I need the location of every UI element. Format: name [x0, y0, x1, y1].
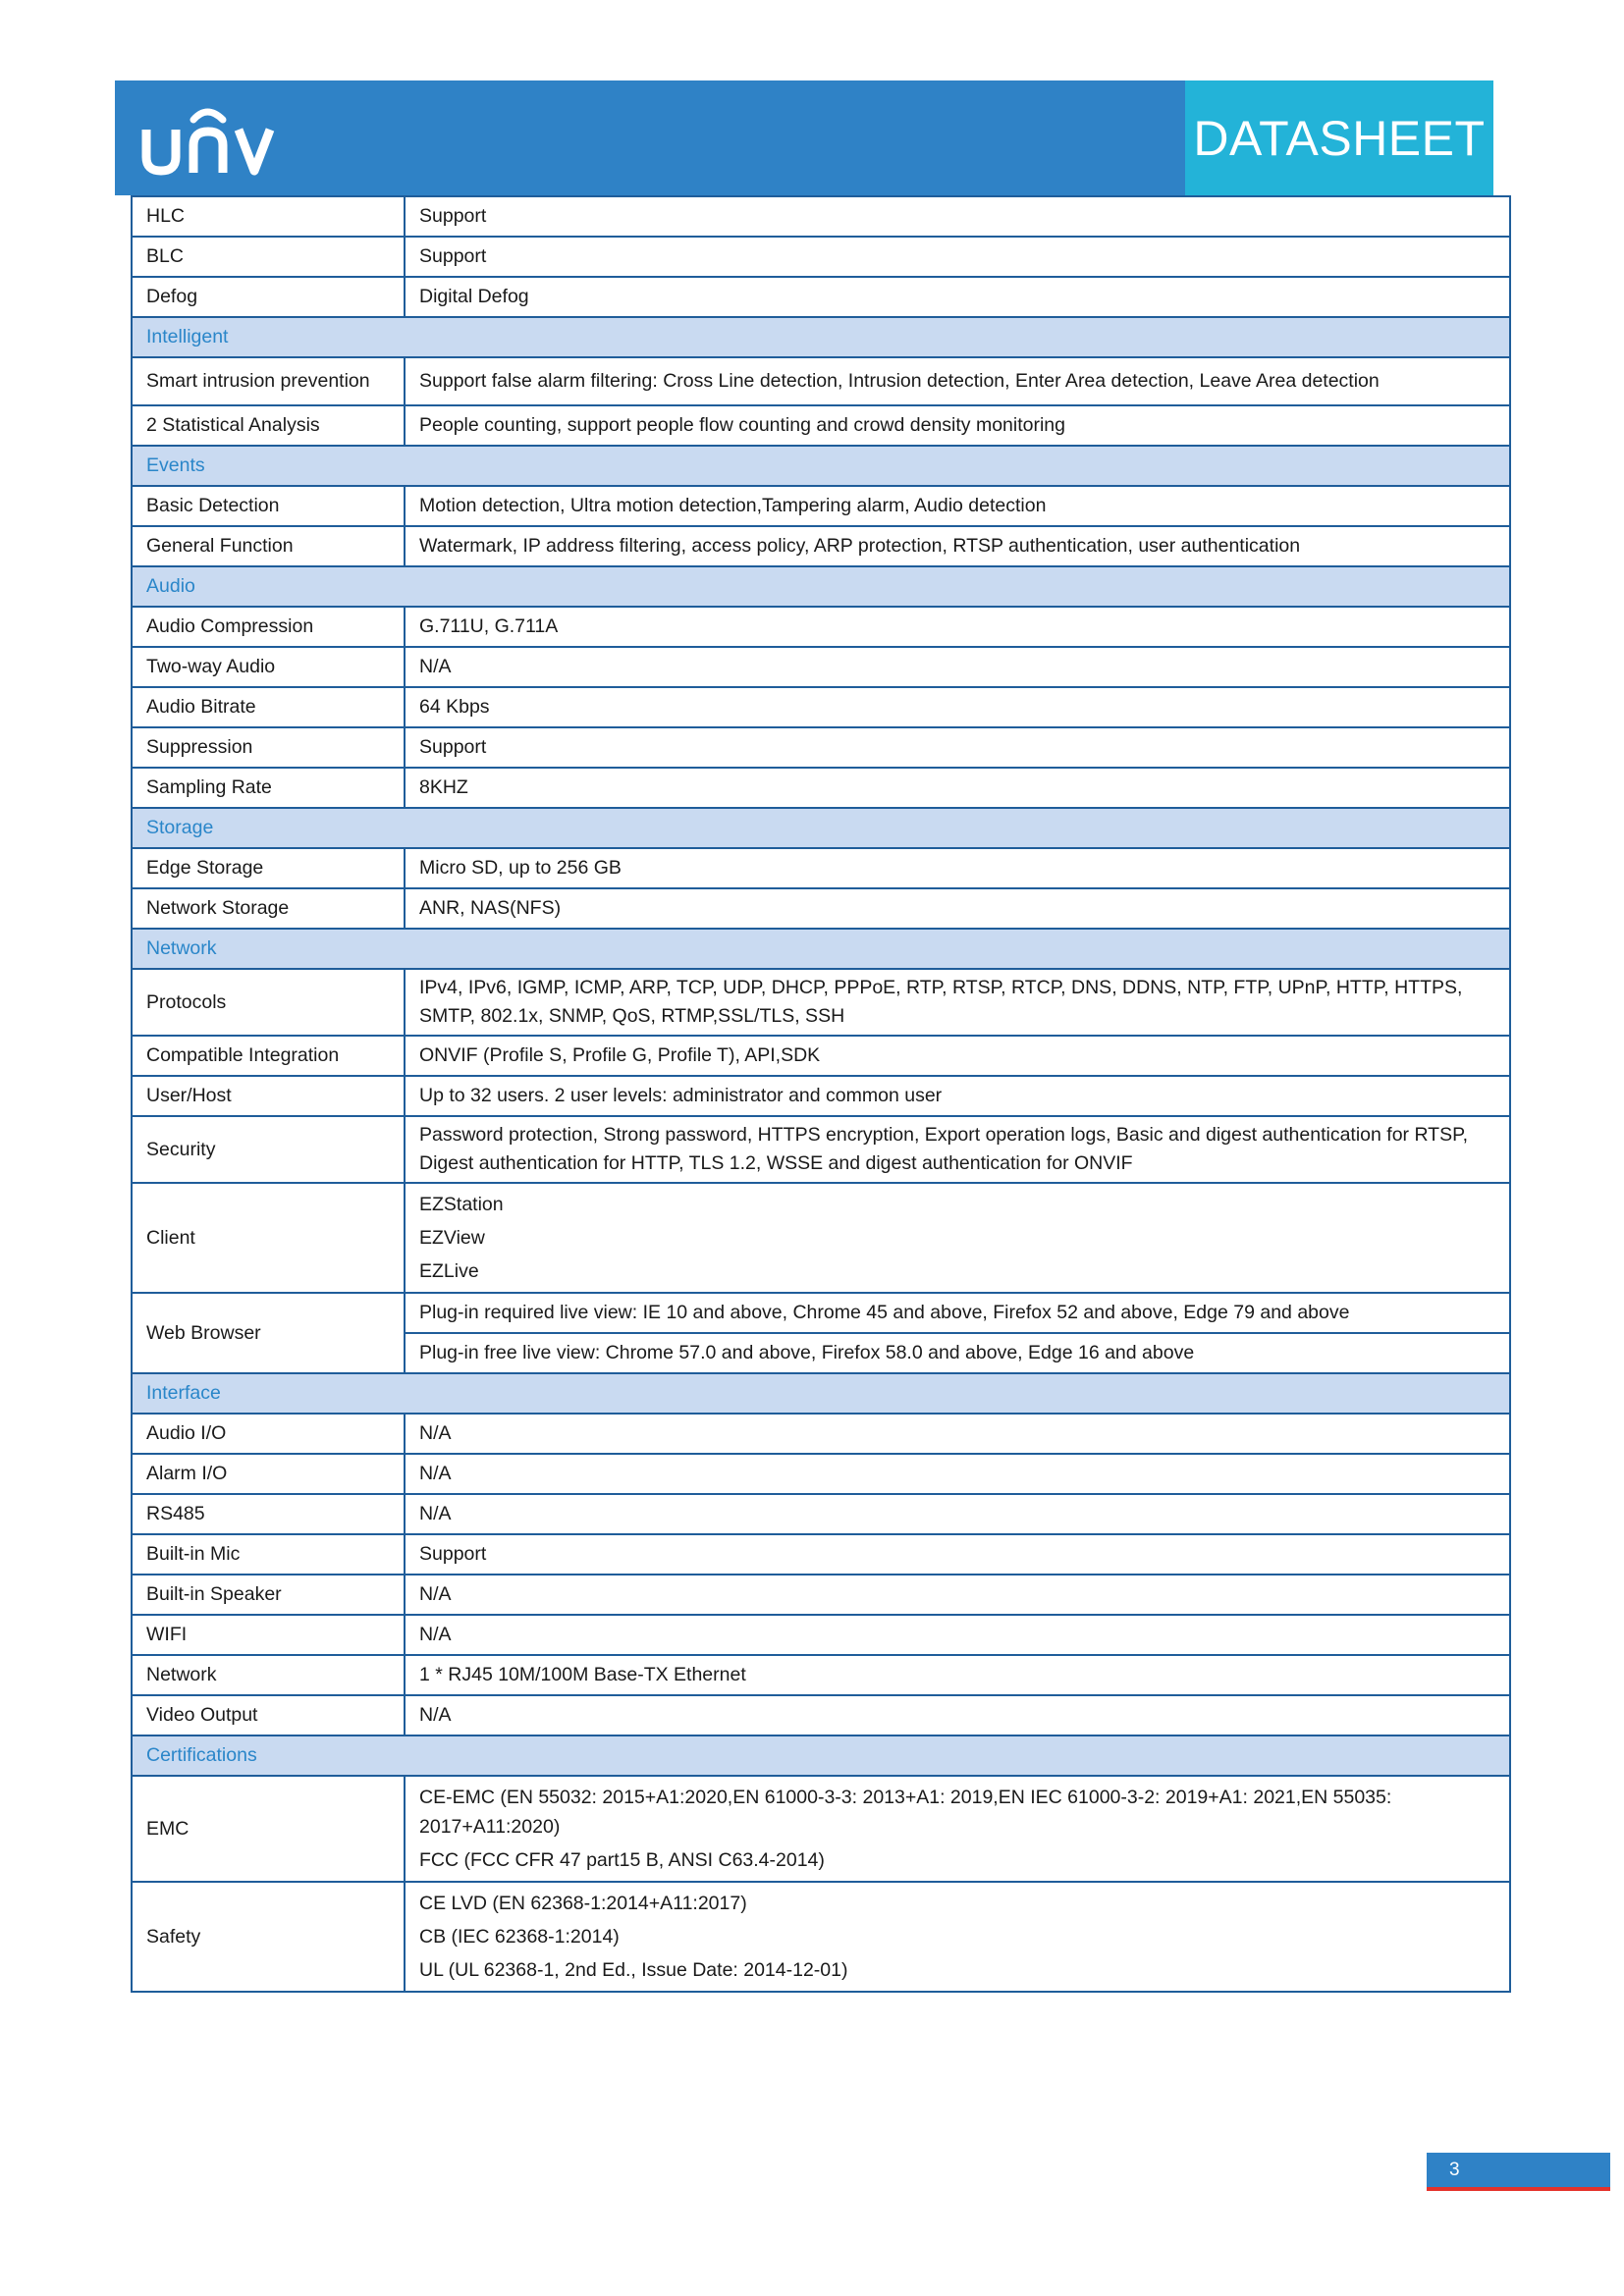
section-header [132, 808, 1510, 848]
spec-value-list [405, 1183, 1510, 1293]
section-title: Network [132, 929, 1510, 969]
spec-value-line: CE LVD (EN 62368-1:2014+A11:2017) [419, 1893, 747, 1914]
spec-label: BLC [132, 237, 405, 277]
section-header [132, 1373, 1510, 1414]
spec-value-line: CB (IEC 62368-1:2014) [419, 1926, 620, 1948]
spec-label: Two-way Audio [132, 647, 405, 687]
table-row [132, 1615, 1510, 1655]
table-row [132, 1293, 1510, 1333]
spec-value: Password protection, Strong password, HTTPS encryption, Export operation logs, Basic and digest authentication for RTSP, Digest authentication for HTTP, TLS 1.2, WSSE and digest authentication for ONVIF [405, 1116, 1510, 1183]
spec-value: Support false alarm filtering: Cross Line detection, Intrusion detection, Enter Area detection, Leave Area detection [405, 357, 1510, 405]
table-row [132, 196, 1510, 237]
spec-value: N/A [405, 1454, 1510, 1494]
spec-value: N/A [405, 1414, 1510, 1454]
spec-value: IPv4, IPv6, IGMP, ICMP, ARP, TCP, UDP, DHCP, PPPoE, RTP, RTSP, RTCP, DNS, DDNS, NTP, FTP, UPnP, HTTP, HTTPS, SMTP, 802.1x, SNMP, QoS, RTMP,SSL/TLS, SSH [405, 969, 1510, 1036]
section-title: Intelligent [132, 317, 1510, 357]
spec-label: Security [132, 1116, 405, 1183]
spec-value: Plug-in free live view: Chrome 57.0 and above, Firefox 58.0 and above, Edge 16 and above [405, 1333, 1510, 1373]
table-row [132, 1183, 1510, 1293]
spec-label: Web Browser [132, 1293, 405, 1373]
table-row [132, 1655, 1510, 1695]
spec-value: Plug-in required live view: IE 10 and above, Chrome 45 and above, Firefox 52 and above, Edge 79 and above [405, 1293, 1510, 1333]
spec-value-list [405, 1776, 1510, 1882]
table-row [132, 277, 1510, 317]
spec-label: Sampling Rate [132, 768, 405, 808]
spec-label: Smart intrusion prevention [132, 357, 405, 405]
spec-label: 2 Statistical Analysis [132, 405, 405, 446]
table-row [132, 1882, 1510, 1992]
spec-label: Suppression [132, 727, 405, 768]
table-row [132, 357, 1510, 405]
spec-table [131, 195, 1511, 1993]
spec-value: Motion detection, Ultra motion detection,Tampering alarm, Audio detection [405, 486, 1510, 526]
spec-label: User/Host [132, 1076, 405, 1116]
spec-label: Network [132, 1655, 405, 1695]
spec-label: Client [132, 1183, 405, 1293]
table-row [132, 1116, 1510, 1183]
spec-value: People counting, support people flow counting and crowd density monitoring [405, 405, 1510, 446]
spec-value-line: EZLive [419, 1260, 479, 1282]
spec-value: ANR, NAS(NFS) [405, 888, 1510, 929]
section-title: Storage [132, 808, 1510, 848]
datasheet-title: DATASHEET [1193, 110, 1486, 166]
spec-label: Alarm I/O [132, 1454, 405, 1494]
spec-label: Audio Compression [132, 607, 405, 647]
table-row [132, 768, 1510, 808]
spec-label: Audio I/O [132, 1414, 405, 1454]
spec-label: Built-in Speaker [132, 1575, 405, 1615]
table-row [132, 1494, 1510, 1534]
section-header [132, 566, 1510, 607]
spec-value: Micro SD, up to 256 GB [405, 848, 1510, 888]
spec-label: RS485 [132, 1494, 405, 1534]
spec-label: Defog [132, 277, 405, 317]
section-header [132, 1735, 1510, 1776]
section-title: Interface [132, 1373, 1510, 1414]
spec-value: G.711U, G.711A [405, 607, 1510, 647]
spec-value-line: CE-EMC (EN 55032: 2015+A1:2020,EN 61000-3-3: 2013+A1: 2019,EN IEC 61000-3-2: 2019+A1: 2021,EN 55035: 2017+A11:2020) [419, 1787, 1392, 1838]
spec-label: Network Storage [132, 888, 405, 929]
spec-label: General Function [132, 526, 405, 566]
spec-value: ONVIF (Profile S, Profile G, Profile T), API,SDK [405, 1036, 1510, 1076]
spec-value: 64 Kbps [405, 687, 1510, 727]
spec-label: WIFI [132, 1615, 405, 1655]
spec-value-line: UL (UL 62368-1, 2nd Ed., Issue Date: 2014-12-01) [419, 1959, 848, 1981]
table-row [132, 1534, 1510, 1575]
section-header [132, 929, 1510, 969]
spec-value: N/A [405, 1615, 1510, 1655]
spec-label: EMC [132, 1776, 405, 1882]
spec-label: Protocols [132, 969, 405, 1036]
spec-value: Watermark, IP address filtering, access policy, ARP protection, RTSP authentication, user authentication [405, 526, 1510, 566]
spec-value: N/A [405, 647, 1510, 687]
spec-value: 8KHZ [405, 768, 1510, 808]
page-number-bar [1427, 2153, 1610, 2191]
spec-label: Built-in Mic [132, 1534, 405, 1575]
table-row [132, 1076, 1510, 1116]
spec-label: Safety [132, 1882, 405, 1992]
spec-value: Digital Defog [405, 277, 1510, 317]
spec-value: Support [405, 1534, 1510, 1575]
spec-value-line: EZStation [419, 1194, 504, 1215]
table-row [132, 1036, 1510, 1076]
section-header [132, 317, 1510, 357]
table-row [132, 1695, 1510, 1735]
table-row [132, 647, 1510, 687]
spec-value-line: EZView [419, 1227, 485, 1249]
spec-value: Up to 32 users. 2 user levels: administrator and common user [405, 1076, 1510, 1116]
table-row [132, 727, 1510, 768]
section-title: Audio [132, 566, 1510, 607]
table-row [132, 1776, 1510, 1882]
spec-label: Audio Bitrate [132, 687, 405, 727]
spec-value: N/A [405, 1494, 1510, 1534]
table-row [132, 486, 1510, 526]
section-header [132, 446, 1510, 486]
spec-label: Basic Detection [132, 486, 405, 526]
table-row [132, 1575, 1510, 1615]
page-number: 3 [1449, 2159, 1460, 2180]
spec-value: Support [405, 237, 1510, 277]
table-row [132, 526, 1510, 566]
spec-value-line: FCC (FCC CFR 47 part15 B, ANSI C63.4-2014) [419, 1849, 825, 1871]
spec-value: Support [405, 196, 1510, 237]
section-title: Certifications [132, 1735, 1510, 1776]
spec-value: N/A [405, 1695, 1510, 1735]
spec-value: N/A [405, 1575, 1510, 1615]
datasheet-badge [1185, 80, 1493, 195]
table-row [132, 848, 1510, 888]
spec-value-list [405, 1882, 1510, 1992]
table-row [132, 607, 1510, 647]
table-row [132, 405, 1510, 446]
spec-value: Support [405, 727, 1510, 768]
spec-value: 1 * RJ45 10M/100M Base-TX Ethernet [405, 1655, 1510, 1695]
spec-label: Edge Storage [132, 848, 405, 888]
table-row [132, 969, 1510, 1036]
table-row [132, 237, 1510, 277]
table-row [132, 1454, 1510, 1494]
unv-logo-icon [136, 100, 284, 179]
page-header [115, 80, 1493, 195]
spec-label: Video Output [132, 1695, 405, 1735]
section-title: Events [132, 446, 1510, 486]
table-row [132, 888, 1510, 929]
brand-logo [136, 90, 284, 188]
spec-label: HLC [132, 196, 405, 237]
spec-label: Compatible Integration [132, 1036, 405, 1076]
table-row [132, 1414, 1510, 1454]
table-row [132, 687, 1510, 727]
